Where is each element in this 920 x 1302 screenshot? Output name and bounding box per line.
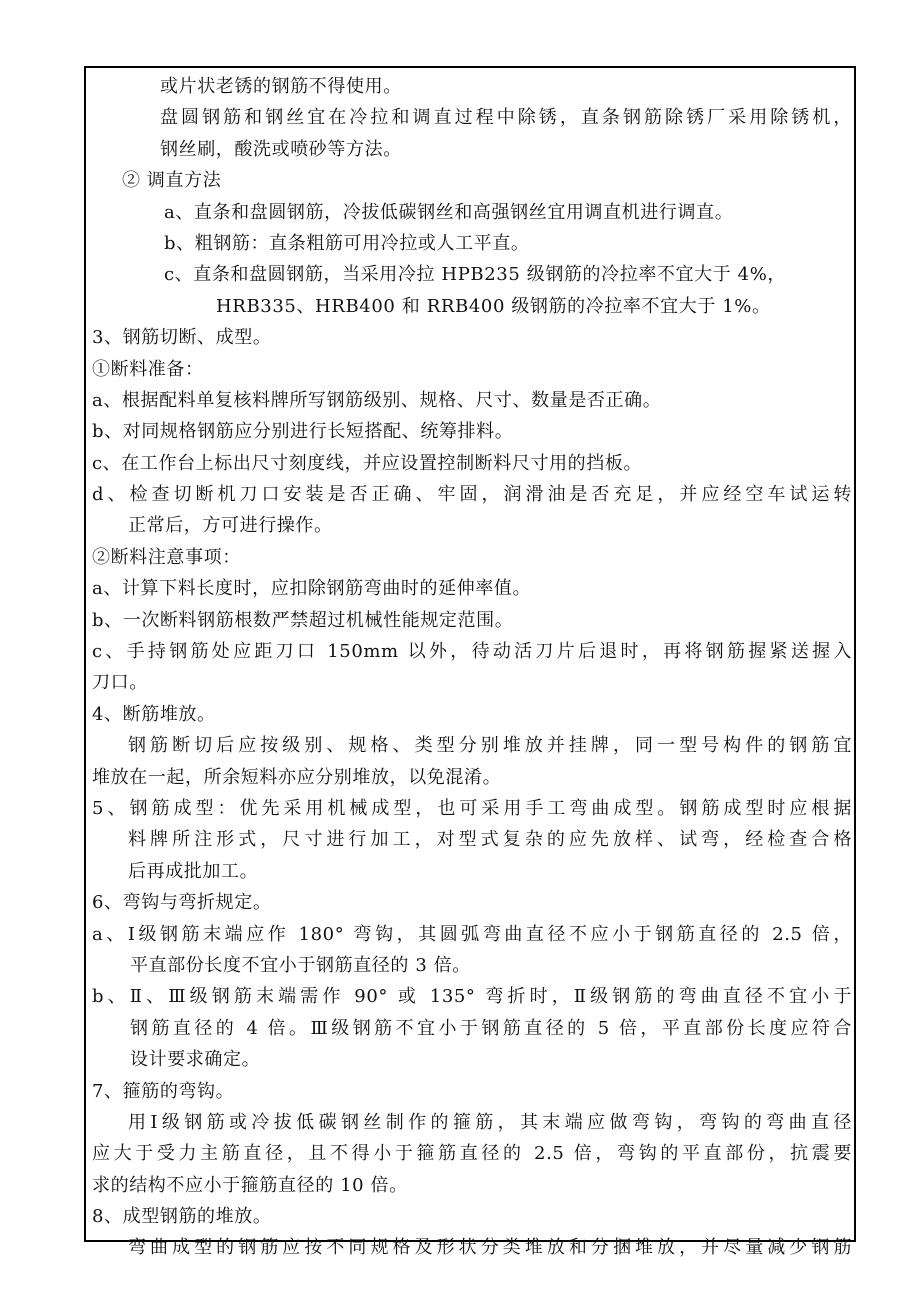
text-line: 堆放在一起，所余短料亦应分别堆放，以免混淆。 bbox=[92, 766, 502, 788]
text-line: d、检查切断机刀口安装是否正确、牢固，润滑油是否充足，并应经空车试运转 bbox=[92, 484, 852, 506]
text-line: HRB335、HRB400 和 RRB400 级钢筋的冷拉率不宜大于 1%。 bbox=[216, 295, 771, 317]
text-line: b、对同规格钢筋应分别进行长短搭配、统筹排料。 bbox=[92, 421, 514, 443]
text-line: c、手持钢筋处应距刀口 150mm 以外，待动活刀片后退时，再将钢筋握紧送握入 bbox=[92, 641, 852, 663]
text-line: 钢筋断切后应按级别、规格、类型分别堆放并挂牌，同一型号构件的钢筋宜 bbox=[128, 735, 852, 757]
text-line: b、粗钢筋：直条粗筋可用冷拉或人工平直。 bbox=[164, 232, 530, 254]
text-line: a、根据配料单复核料牌所写钢筋级别、规格、尺寸、数量是否正确。 bbox=[92, 389, 662, 411]
section-heading: 7、箍筋的弯钩。 bbox=[92, 1080, 235, 1102]
text-line: a、计算下料长度时，应扣除钢筋弯曲时的延伸率值。 bbox=[92, 578, 532, 600]
section-heading: ②断料注意事项： bbox=[92, 546, 241, 568]
section-heading: 8、成型钢筋的堆放。 bbox=[92, 1206, 272, 1228]
section-heading: 6、弯钩与弯折规定。 bbox=[92, 892, 272, 914]
text-line: 正常后，方可进行操作。 bbox=[128, 515, 333, 537]
text-line: 或片状老锈的钢筋不得使用。 bbox=[160, 76, 402, 97]
document-body bbox=[92, 71, 852, 1264]
text-line: 求的结构不应小于箍筋直径的 10 倍。 bbox=[92, 1174, 408, 1196]
text-line: 应大于受力主筋直径，且不得小于箍筋直径的 2.5 倍，弯钩的平直部份，抗震要 bbox=[92, 1143, 852, 1165]
text-line: c、直条和盘圆钢筋，当采用冷拉 HPB235 级钢筋的冷拉率不宜大于 4%， bbox=[164, 264, 786, 286]
section-heading: 3、钢筋切断、成型。 bbox=[92, 327, 272, 349]
text-line: 平直部份长度不宜小于钢筋直径的 3 倍。 bbox=[130, 954, 471, 976]
text-line: c、在工作台上标出尺寸刻度线，并应设置控制断料尺寸用的挡板。 bbox=[92, 452, 643, 474]
text-line: b、Ⅱ、Ⅲ级钢筋末端需作 90° 或 135° 弯折时，Ⅱ级钢筋的弯曲直径不宜小于 bbox=[92, 986, 852, 1008]
text-line: 弯曲成型的钢筋应按不同规格及形状分类堆放和分捆堆放，并尽量减少钢筋 bbox=[128, 1237, 852, 1259]
text-line: 后再成批加工。 bbox=[128, 860, 259, 882]
text-line: 5、钢筋成型：优先采用机械成型，也可采用手工弯曲成型。钢筋成型时应根据 bbox=[92, 797, 852, 819]
text-line: 用Ⅰ级钢筋或冷拔低碳钢丝制作的箍筋，其末端应做弯钩，弯钩的弯曲直径 bbox=[128, 1111, 852, 1133]
text-line: 钢筋直径的 4 倍。Ⅲ级钢筋不宜小于钢筋直径的 5 倍，平直部份长度应符合 bbox=[130, 1017, 852, 1039]
text-line: 料牌所注形式，尺寸进行加工，对型式复杂的应先放样、试弯，经检查合格 bbox=[128, 829, 852, 851]
document-frame bbox=[84, 66, 856, 1259]
text-line: a、Ⅰ级钢筋末端应作 180° 弯钩，其圆弧弯曲直径不应小于钢筋直径的 2.5 倍， bbox=[92, 923, 852, 945]
text-line: a、直条和盘圆钢筋，冷拔低碳钢丝和高强钢丝宜用调直机进行调直。 bbox=[164, 201, 734, 223]
section-heading: 4、断筋堆放。 bbox=[92, 703, 216, 725]
text-line: 刀口。 bbox=[92, 672, 148, 694]
text-line: b、一次断料钢筋根数严禁超过机械性能规定范围。 bbox=[92, 609, 514, 631]
text-line: 钢丝刷，酸洗或喷砂等方法。 bbox=[160, 138, 402, 160]
text-line: 设计要求确定。 bbox=[130, 1049, 261, 1071]
section-heading: ② 调直方法 bbox=[122, 170, 222, 192]
section-heading: ①断料准备： bbox=[92, 358, 204, 380]
text-line: 盘圆钢筋和钢丝宜在冷拉和调直过程中除锈，直条钢筋除锈厂采用除锈机， bbox=[160, 107, 852, 129]
